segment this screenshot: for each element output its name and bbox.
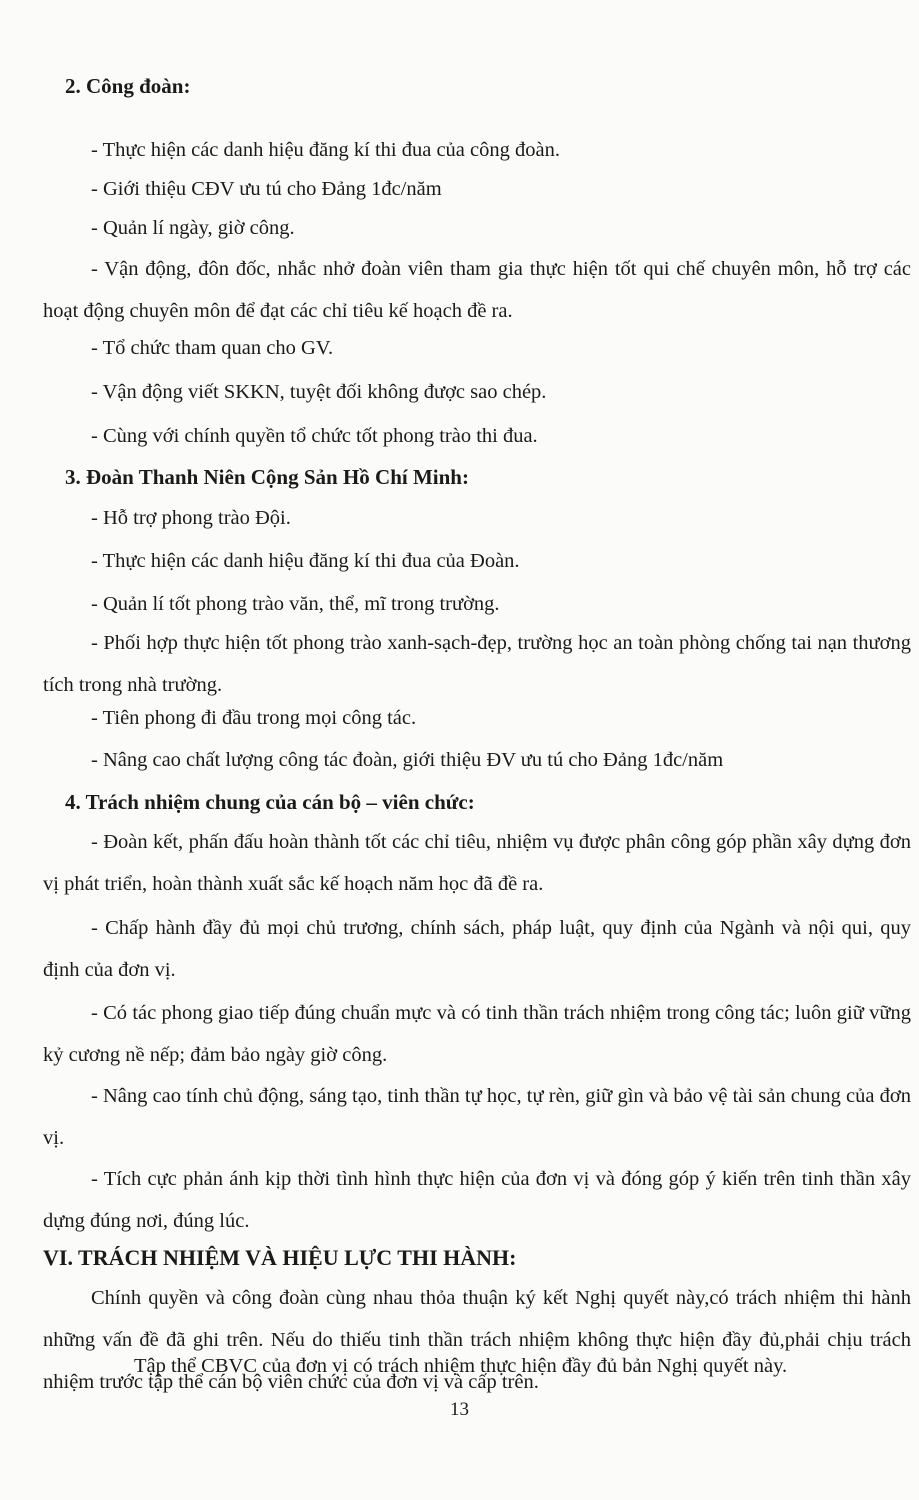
- doan-item-1: - Hỗ trợ phong trào Đội.: [91, 507, 291, 529]
- heading-trach-nhiem-chung: 4. Trách nhiệm chung của cán bộ – viên chức:: [65, 790, 475, 814]
- trach-nhiem-item-3: - Có tác phong giao tiếp đúng chuẩn mực và có tinh thần trách nhiệm trong công tác; luôn giữ vững kỷ cương nề nếp; đảm bảo ngày giờ công.: [43, 1002, 911, 1066]
- cong-doan-item-3: - Quản lí ngày, giờ công.: [91, 217, 295, 239]
- cong-doan-item-5: - Tổ chức tham quan cho GV.: [91, 337, 334, 359]
- heading-hieu-luc: VI. TRÁCH NHIỆM VÀ HIỆU LỰC THI HÀNH:: [43, 1245, 517, 1270]
- trach-nhiem-item-2: - Chấp hành đầy đủ mọi chủ trương, chính sách, pháp luật, quy định của Ngành và nội qui, quy định của đơn vị.: [43, 917, 911, 981]
- cong-doan-item-1: - Thực hiện các danh hiệu đăng kí thi đua của công đoàn.: [91, 139, 560, 161]
- trach-nhiem-item-1: - Đoàn kết, phấn đấu hoàn thành tốt các chỉ tiêu, nhiệm vụ được phân công góp phần xây dựng đơn vị phát triển, hoàn thành xuất sắc kế hoạch năm học đã đề ra.: [43, 831, 911, 895]
- heading-cong-doan: 2. Công đoàn:: [65, 74, 191, 98]
- trach-nhiem-item-4: - Nâng cao tính chủ động, sáng tạo, tinh thần tự học, tự rèn, giữ gìn và bảo vệ tài sản chung của đơn vị.: [43, 1085, 911, 1149]
- page-number: 13: [450, 1399, 469, 1420]
- cong-doan-item-7: - Cùng với chính quyền tổ chức tốt phong trào thi đua.: [91, 425, 538, 447]
- hieu-luc-paragraph-1: Chính quyền và công đoàn cùng nhau thỏa thuận ký kết Nghị quyết này,có trách nhiệm thi hành những vấn đề đã ghi trên. Nếu do thiếu tinh thần trách nhiệm không thực hiện đầy đủ,phải chịu trách nhiệm trước tập thể cán bộ viên chức của đơn vị và cấp trên.: [43, 1287, 911, 1393]
- doan-item-3: - Quản lí tốt phong trào văn, thể, mĩ trong trường.: [91, 593, 500, 615]
- hieu-luc-paragraph-2: Tập thể CBVC của đơn vị có trách nhiệm thực hiện đầy đủ bản Nghị quyết này.: [134, 1355, 788, 1377]
- doan-item-4: - Phối hợp thực hiện tốt phong trào xanh-sạch-đẹp, trường học an toàn phòng chống tai nạn thương tích trong nhà trường.: [43, 632, 911, 696]
- cong-doan-item-6: - Vận động viết SKKN, tuyệt đối không được sao chép.: [91, 381, 547, 403]
- cong-doan-item-4: - Vận động, đôn đốc, nhắc nhở đoàn viên tham gia thực hiện tốt qui chế chuyên môn, hỗ trợ các hoạt động chuyên môn để đạt các chỉ tiêu kế hoạch đề ra.: [43, 258, 911, 322]
- heading-doan-thanh-nien: 3. Đoàn Thanh Niên Cộng Sản Hồ Chí Minh:: [65, 465, 469, 489]
- doan-item-6: - Nâng cao chất lượng công tác đoàn, giới thiệu ĐV ưu tú cho Đảng 1đc/năm: [91, 749, 724, 771]
- doan-item-5: - Tiên phong đi đầu trong mọi công tác.: [91, 707, 417, 729]
- cong-doan-item-2: - Giới thiệu CĐV ưu tú cho Đảng 1đc/năm: [91, 178, 442, 200]
- trach-nhiem-item-5: - Tích cực phản ánh kịp thời tình hình thực hiện của đơn vị và đóng góp ý kiến trên tinh thần xây dựng đúng nơi, đúng lúc.: [43, 1168, 911, 1232]
- doan-item-2: - Thực hiện các danh hiệu đăng kí thi đua của Đoàn.: [91, 550, 520, 572]
